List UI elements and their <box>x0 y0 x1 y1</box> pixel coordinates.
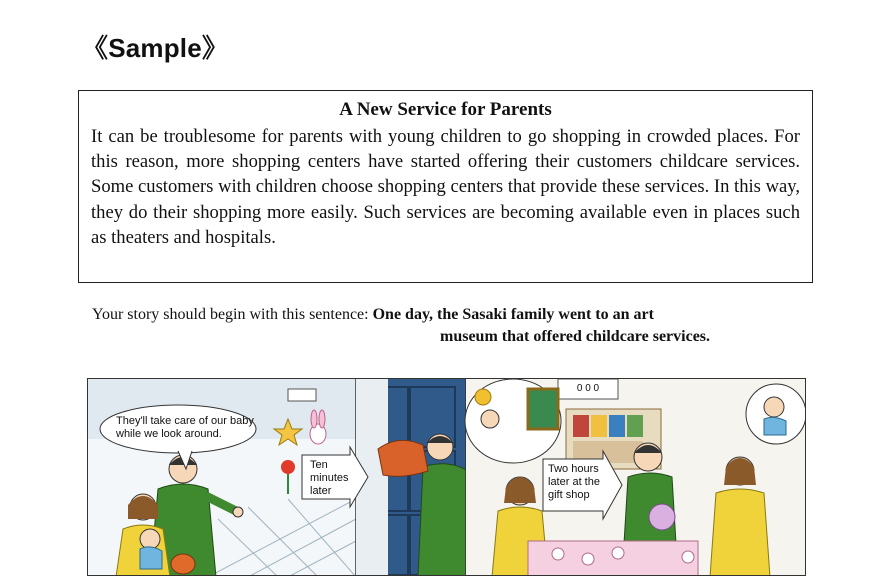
comic-strip <box>87 378 806 576</box>
prompt-begin-line1: One day, the Sasaki family went to an art <box>372 306 654 323</box>
panel3-caption: Two hours later at the gift shop <box>548 463 600 501</box>
panel2-caption: Ten minutes later <box>310 459 349 497</box>
sample-heading: 《Sample》 <box>82 33 229 63</box>
prompt-lead: Your story should begin with this sentence: <box>92 306 373 323</box>
passage-title: A New Service for Parents <box>339 99 552 120</box>
prompt-begin-line2: museum that offered childcare services. <box>440 328 711 345</box>
passage-body: It can be troublesome for parents with young children to go shopping in crowded places. For this reason, more shopping centers have started offering their customers childcare services. Some customers with children choose shopping centers that provide these services. In this way, they do their shopping more easily. Such services are becoming available even in places such as theaters and hospitals. <box>91 126 800 248</box>
panel1-speech-text: They'll take care of our baby while we look around. <box>116 415 254 440</box>
room-sign: 0 0 0 <box>576 383 600 394</box>
comic-illustration <box>88 379 806 576</box>
story-prompt <box>92 304 792 326</box>
passage-box <box>78 90 813 283</box>
